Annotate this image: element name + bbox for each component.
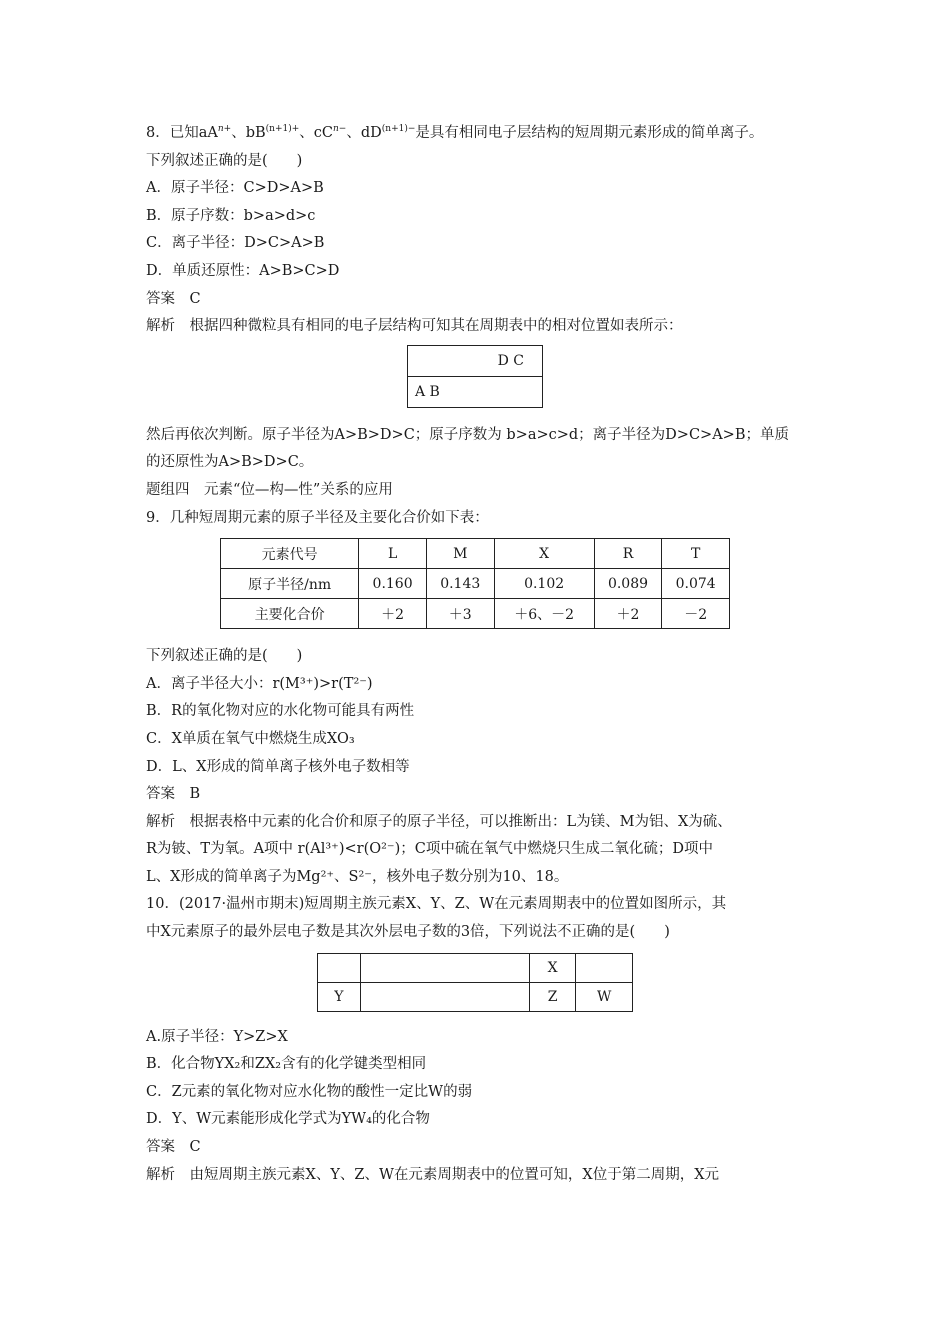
q8-table-row1: D C — [408, 345, 543, 376]
table-cell: 主要化合价 — [221, 599, 359, 629]
table-row — [221, 599, 730, 629]
q9-stem-line2: 下列叙述正确的是( ) — [146, 648, 303, 665]
q8-analysis-line3: 的还原性为A>B>D>C。 — [146, 454, 314, 471]
q8-stem-suffix: 是具有相同电子层结构的短周期元素形成的简单离子。 — [415, 125, 764, 141]
q9-answer: 答案 B — [146, 786, 201, 803]
q9-option-b: B．R的氧化物对应的水化物可能具有两性 — [146, 703, 415, 720]
q8-ion-a: $aA^{n+}$ — [198, 124, 232, 141]
q8-position-table — [407, 345, 543, 408]
table-cell — [576, 953, 633, 982]
q9-analysis-line3: L、X形成的简单离子为Mg²⁺、S²⁻，核外电子数分别为10、18。 — [146, 868, 569, 885]
table-cell: －2 — [662, 599, 730, 629]
q8-analysis-line2: 然后再依次判断。原子半径为A>B>D>C；原子序数为 b>a>c>d；离子半径为D>C>A>B；单质 — [146, 426, 789, 443]
q10-answer: 答案 C — [146, 1139, 201, 1156]
q9-element-table — [220, 538, 730, 629]
q10-option-c: C．Z元素的氧化物对应水化物的酸性一定比W的弱 — [146, 1083, 473, 1100]
q10-stem-line1: 10．(2017·温州市期末)短周期主族元素X、Y、Z、W在元素周期表中的位置如图所示，其 — [146, 896, 727, 913]
table-row — [221, 569, 730, 599]
table-cell: X — [529, 953, 576, 982]
table-header-cell: T — [662, 539, 730, 569]
table-cell: 0.143 — [426, 569, 494, 599]
table-cell: ＋2 — [359, 599, 427, 629]
q10-periodic-table — [317, 953, 633, 1012]
table-header-cell: L — [359, 539, 427, 569]
group-title: 题组四 元素“位—构—性”关系的应用 — [146, 481, 393, 498]
table-cell: 0.102 — [494, 569, 594, 599]
table-row — [318, 982, 633, 1011]
q8-answer: 答案 C — [146, 290, 201, 307]
table-header-cell: R — [594, 539, 662, 569]
q10-stem-line2: 中X元素原子的最外层电子数是其次外层电子数的3倍，下列说法不正确的是( ) — [146, 924, 670, 941]
q8-option-c: C．离子半径：D>C>A>B — [146, 235, 325, 252]
table-cell: W — [576, 982, 633, 1011]
table-cell — [360, 953, 529, 982]
q10-option-d: D．Y、W元素能形成化学式为YW₄的化合物 — [146, 1111, 430, 1128]
q8-ion-d: $dD^{(n+1)-}$ — [360, 124, 416, 141]
q9-option-a: A．离子半径大小：r(M³⁺)>r(T²⁻) — [146, 675, 373, 692]
table-cell: ＋2 — [594, 599, 662, 629]
table-row — [221, 539, 730, 569]
q8-option-b: B．原子序数：b>a>d>c — [146, 207, 316, 224]
q10-option-b: B．化合物YX₂和ZX₂含有的化学键类型相同 — [146, 1056, 427, 1073]
q8-option-a: A．原子半径：C>D>A>B — [146, 180, 324, 197]
q9-option-c: C．X单质在氧气中燃烧生成XO₃ — [146, 730, 355, 747]
q8-option-d: D．单质还原性：A>B>C>D — [146, 262, 340, 279]
table-cell: ＋6、－2 — [494, 599, 594, 629]
q9-analysis-line1: 解析 根据表格中元素的化合价和原子的原子半径，可以推断出：L为镁、M为铝、X为硫、 — [146, 813, 732, 830]
table-cell — [318, 953, 361, 982]
table-cell: ＋3 — [426, 599, 494, 629]
table-cell: Z — [529, 982, 576, 1011]
table-cell — [360, 982, 529, 1011]
table-cell: 0.089 — [594, 569, 662, 599]
q8-ion-b: $bB^{(n+1)+}$ — [245, 124, 300, 141]
table-header-cell: X — [494, 539, 594, 569]
table-cell: 0.160 — [359, 569, 427, 599]
q8-table-row2: A B — [408, 376, 543, 407]
q9-stem: 9．几种短周期元素的原子半径及主要化合价如下表： — [146, 509, 489, 526]
q9-analysis-line2: R为铍、T为氧。A项中 r(Al³⁺)<r(O²⁻)；C项中硫在氧气中燃烧只生成二氧化硫；D项中 — [146, 841, 713, 858]
table-row — [318, 953, 633, 982]
q9-option-d: D．L、X形成的简单离子核外电子数相等 — [146, 758, 410, 775]
q10-option-a: A.原子半径：Y>Z>X — [146, 1028, 288, 1045]
q8-analysis-line1: 解析 根据四种微粒具有相同的电子层结构可知其在周期表中的相对位置如表所示： — [146, 318, 683, 335]
document-page — [146, 120, 826, 1189]
table-header-cell: M — [426, 539, 494, 569]
table-cell: 原子半径/nm — [221, 569, 359, 599]
table-cell: Y — [318, 982, 361, 1011]
q8-stem-prefix: 8．已知 — [146, 125, 199, 141]
q8-stem-line1: 8．已知$aA^{n+}$、$bB^{(n+1)+}$、$cC^{n-}$、$dD^{(n+1)-}$是具有相同电子层结构的短周期元素形成的简单离子。 — [146, 124, 764, 141]
q10-analysis-line1: 解析 由短周期主族元素X、Y、Z、W在元素周期表中的位置可知，X位于第二周期，X元 — [146, 1166, 720, 1183]
q8-ion-c: $cC^{n-}$ — [313, 124, 347, 141]
table-cell: 0.074 — [662, 569, 730, 599]
q8-stem-line2: 下列叙述正确的是( ) — [146, 152, 303, 169]
table-header-cell: 元素代号 — [221, 539, 359, 569]
